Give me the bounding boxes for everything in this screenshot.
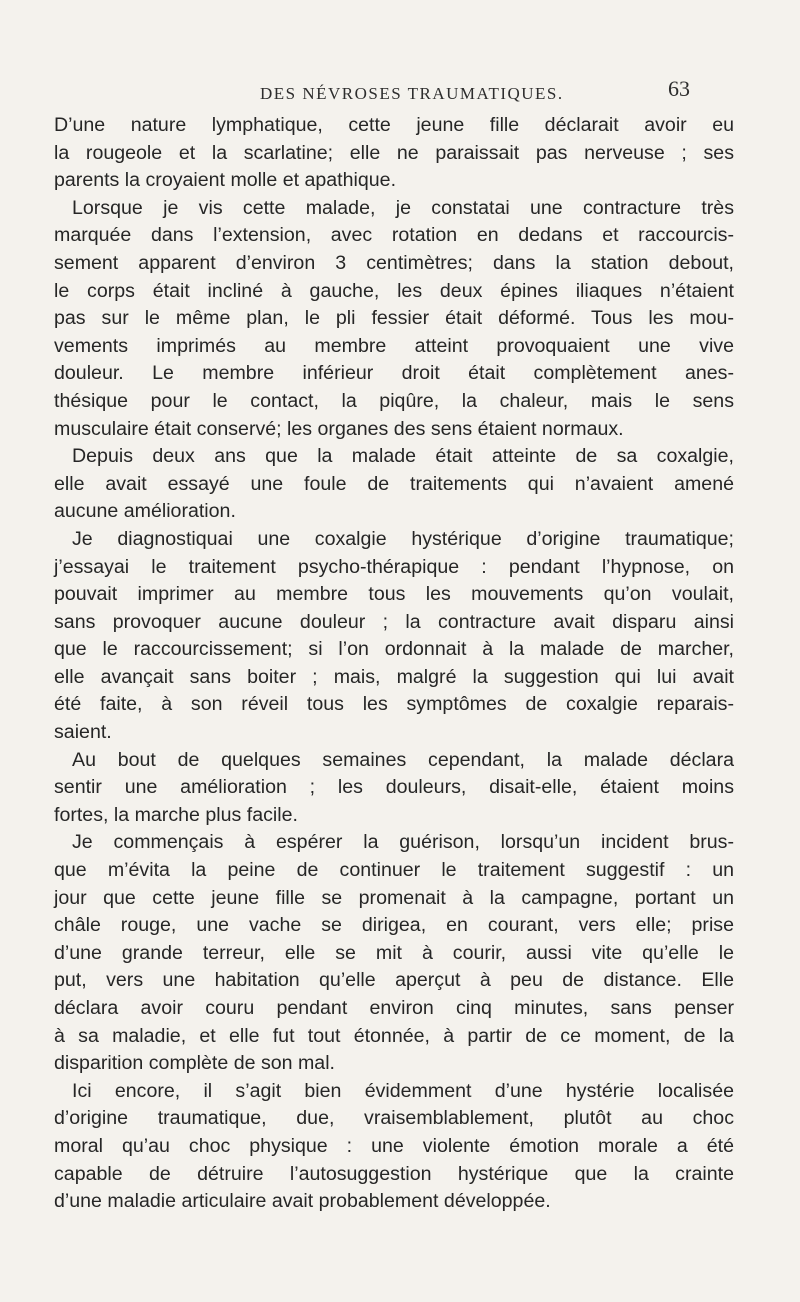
paragraph [54,747,734,830]
text-line: moral qu’au choc physique : une violente émotion morale a été [54,1134,734,1157]
text-line: la rougeole et la scarlatine; elle ne paraissait pas nerveuse ; ses [54,141,734,164]
paragraph [54,443,734,526]
text-line: disparition complète de son mal. [54,1052,335,1075]
body-text [54,112,734,1216]
text-line: à sa maladie, et elle fut tout étonnée, à partir de ce moment, de la [54,1024,734,1047]
text-line: sans provoquer aucune douleur ; la contracture avait disparu ainsi [54,610,734,633]
text-line: D’une nature lymphatique, cette jeune fille déclarait avoir eu [54,114,734,136]
text-line: le corps était incliné à gauche, les deux épines iliaques n’étaient [54,279,734,302]
text-line: Depuis deux ans que la malade était atteinte de sa coxalgie, [72,445,734,468]
page-number: 63 [668,76,690,101]
text-line: musculaire était conservé; les organes des sens étaient normaux. [54,417,624,440]
paragraph [54,195,734,443]
paragraph [54,526,734,747]
text-line: d’une grande terreur, elle se mit à courir, aussi vite qu’elle le [54,941,734,964]
text-line: thésique pour le contact, la piqûre, la chaleur, mais le sens [54,389,734,412]
text-line: d’origine traumatique, due, vraisemblablement, plutôt au choc [54,1107,734,1130]
text-line: Je commençais à espérer la guérison, lorsqu’un incident brus- [72,831,734,854]
text-line: parents la croyaient molle et apathique. [54,169,397,192]
text-line: douleur. Le membre inférieur droit était complètement anes- [54,362,734,385]
text-line: pas sur le même plan, le pli fessier était déformé. Tous les mou- [54,307,734,330]
text-line: elle avançait sans boiter ; mais, malgré la suggestion qui lui avait [54,665,734,688]
text-line: d’une maladie articulaire avait probablement développée. [54,1190,551,1213]
running-title: DES NÉVROSES TRAUMATIQUES. [260,84,564,103]
text-line: capable de détruire l’autosuggestion hystérique que la crainte [54,1162,734,1185]
text-line: marquée dans l’extension, avec rotation en dedans et raccourcis- [54,224,734,247]
text-line: Ici encore, il s’agit bien évidemment d’une hystérie localisée [72,1079,734,1102]
text-line: fortes, la marche plus facile. [54,803,298,826]
paragraph [54,829,734,1077]
text-line: saient. [54,721,112,744]
text-line: pouvait imprimer au membre tous les mouvements qu’on voulait, [54,583,734,606]
text-line: elle avait essayé une foule de traitements qui n’avaient amené [54,472,734,495]
text-line: été faite, à son réveil tous les symptômes de coxalgie reparais- [54,693,734,716]
text-line: Au bout de quelques semaines cependant, la malade déclara [72,748,734,771]
text-line: j’essayai le traitement psycho-thérapique : pendant l’hypnose, on [54,555,734,578]
text-line: que le raccourcissement; si l’on ordonnait à la malade de marcher, [54,638,734,661]
text-line: sentir une amélioration ; les douleurs, disait-elle, étaient moins [54,776,734,799]
text-line: jour que cette jeune fille se promenait à la campagne, portant un [54,886,734,909]
text-line: Je diagnostiquai une coxalgie hystérique d’origine traumatique; [72,527,734,550]
text-line: aucune amélioration. [54,500,236,523]
text-line: que m’évita la peine de continuer le traitement suggestif : un [54,859,734,882]
running-head [0,76,800,110]
text-line: déclara avoir couru pendant environ cinq minutes, sans penser [54,997,734,1019]
paragraph [54,112,734,195]
text-line: sement apparent d’environ 3 centimètres; dans la station debout, [54,251,734,274]
text-line: vements imprimés au membre atteint provoquaient une vive [54,334,734,357]
text-line: Lorsque je vis cette malade, je constatai une contracture très [72,196,734,219]
text-line: châle rouge, une vache se dirigea, en courant, vers elle; prise [54,914,734,937]
text-line: put, vers une habitation qu’elle aperçut à peu de distance. Elle [54,969,734,992]
paragraph [54,1078,734,1216]
